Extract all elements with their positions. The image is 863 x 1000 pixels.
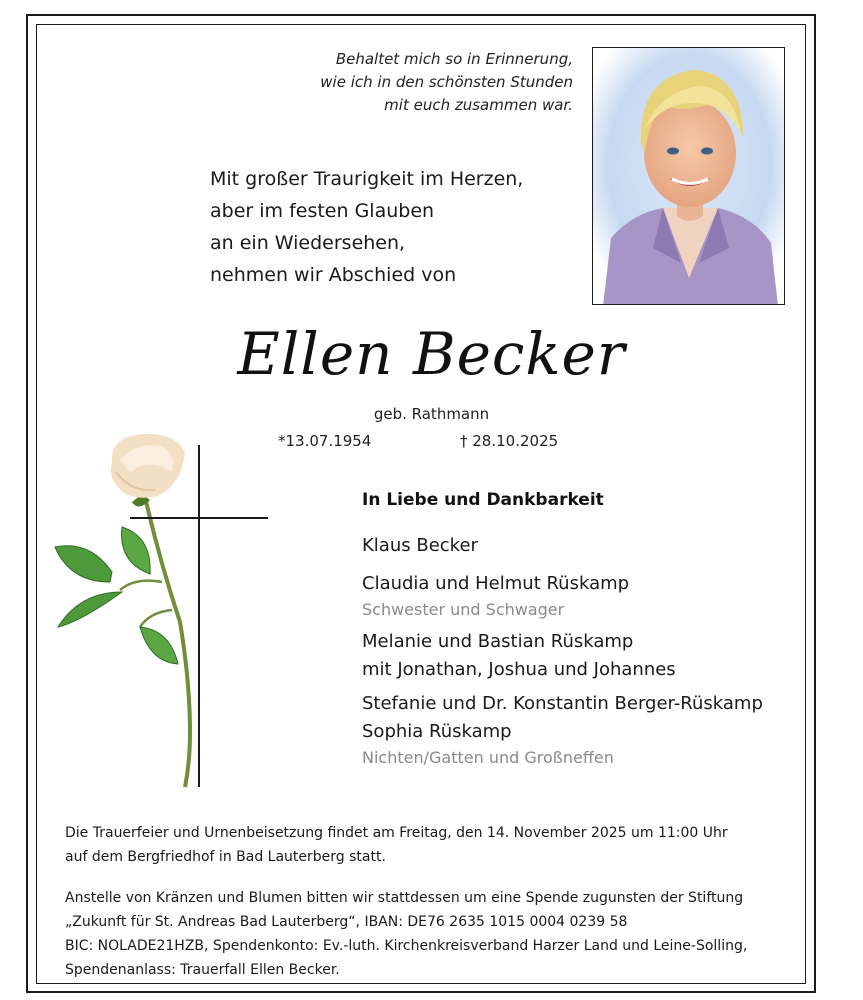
intro-line: an ein Wiedersehen, — [210, 232, 406, 254]
motto-line: wie ich in den schönsten Stunden — [320, 73, 573, 91]
donation-line: BIC: NOLADE21HZB, Spendenkonto: Ev.-luth. Kirchenkreisverband Harzer Land und Leine-Solling, — [65, 938, 748, 954]
donation-notice — [65, 886, 800, 982]
motto-line: Behaltet mich so in Erinnerung, — [335, 50, 573, 68]
intro-line: Mit großer Traurigkeit im Herzen, — [210, 168, 524, 190]
intro-line: aber im festen Glauben — [210, 200, 435, 222]
mourner-niece-1: Melanie und Bastian Rüskamp — [362, 631, 634, 652]
motto-verse — [320, 48, 573, 117]
deceased-name: Ellen Becker — [237, 320, 626, 388]
mourner-niece-3: Sophia Rüskamp — [362, 721, 512, 742]
mourners-list — [362, 490, 802, 770]
portrait-photo — [592, 47, 785, 305]
intro-text — [210, 163, 523, 291]
ceremony-line: Die Trauerfeier und Urnenbeisetzung findet am Freitag, den 14. November 2025 um 11:00 Uhr — [65, 825, 728, 841]
ceremony-line: auf dem Bergfriedhof in Bad Lauterberg statt. — [65, 849, 386, 865]
relation-sister: Schwester und Schwager — [362, 600, 565, 619]
donation-line: Anstelle von Kränzen und Blumen bitten wir stattdessen um eine Spende zugunsten der Stiftung — [65, 890, 744, 906]
ceremony-notice — [65, 821, 800, 869]
mourner-niece-2: Stefanie und Dr. Konstantin Berger-Rüskamp — [362, 693, 763, 714]
rose-icon — [50, 432, 210, 797]
relation-nieces: Nichten/Gatten und Großneffen — [362, 748, 614, 767]
death-date: † 28.10.2025 — [460, 432, 559, 450]
mourner-niece-1-children: mit Jonathan, Joshua und Johannes — [362, 659, 676, 680]
donation-line: „Zukunft für St. Andreas Bad Lauterberg“, IBAN: DE76 2635 1015 0004 0239 58 — [65, 914, 628, 930]
cross-horizontal — [130, 517, 268, 519]
mourners-heading: In Liebe und Dankbarkeit — [362, 490, 604, 510]
cross-vertical — [198, 445, 200, 787]
maiden-name: geb. Rathmann — [373, 405, 490, 423]
motto-line: mit euch zusammen war. — [384, 96, 573, 114]
intro-line: nehmen wir Abschied von — [210, 264, 457, 286]
donation-line: Spendenanlass: Trauerfall Ellen Becker. — [65, 962, 340, 978]
mourner-husband: Klaus Becker — [362, 535, 478, 556]
birth-date: *13.07.1954 — [278, 432, 372, 450]
portrait-image — [593, 48, 785, 305]
mourner-sister: Claudia und Helmut Rüskamp — [362, 573, 630, 594]
